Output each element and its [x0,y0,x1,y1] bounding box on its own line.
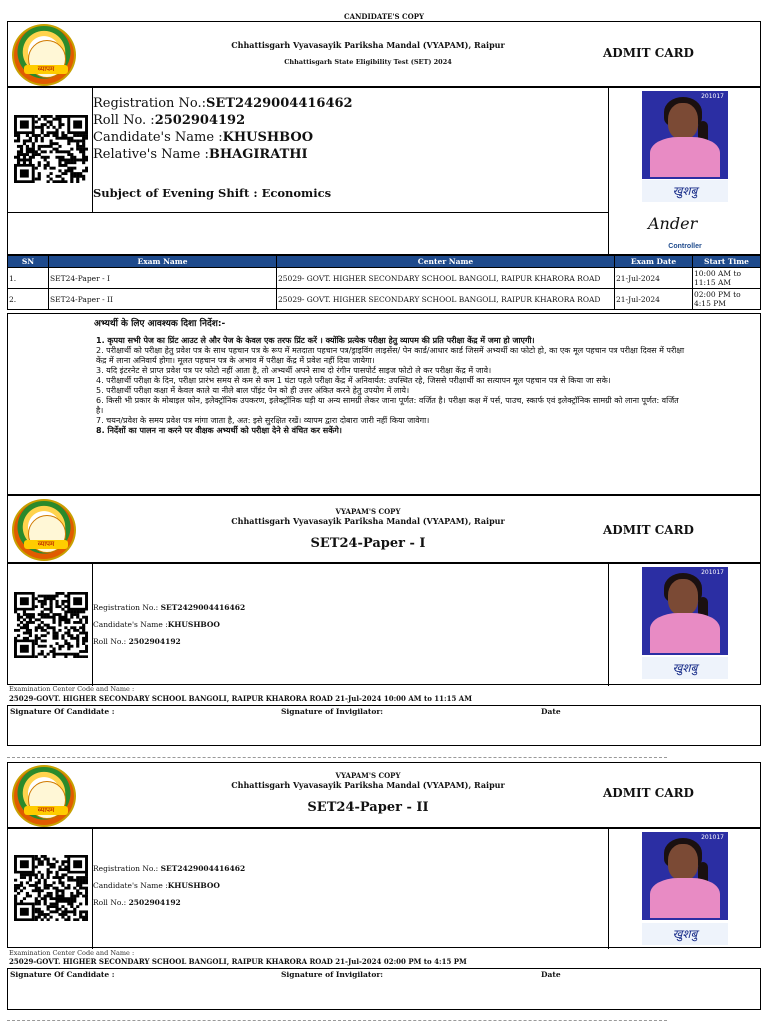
instruction-item: 6. किसी भी प्रकार के मोबाइल फोन, इलेक्ट्रॉनिक उपकरण, इलेक्ट्रॉनिक घड़ी या अन्य सामग्री लेकर जाना पूर्णत: वर्जित है। परीक्षा कक्ष में पर्स, पाउच, स्कार्फ एवं इलेक्ट्रॉनिक सामग्री को लाना पूर्णत: वर्जित है। [96,396,679,415]
center-label: Examination Center Code and Name : [9,685,135,693]
cell-exam-date: 21-Jul-2024 [615,268,693,289]
vyapam-copy-2-details [7,828,761,948]
roll-label: Roll No. : [93,113,155,128]
roll-number: 2502904192 [128,637,181,646]
relative-name-label: Relative's Name : [93,147,209,162]
roll-number: 2502904192 [154,113,246,128]
instructions-list [96,336,686,436]
center-line: 25029-GOVT. HIGHER SECONDARY SCHOOL BANGOLI, RAIPUR KHARORA ROAD 21-Jul-2024 10:00 AM to 11:15 AM [9,694,472,703]
logo-text: व्यापम [24,540,68,549]
copy-label: VYAPAM'S COPY [335,771,401,780]
copy-info [93,599,245,650]
paper-title: SET24-Paper - II [307,800,429,815]
col-exam-date: Exam Date [615,256,693,268]
candidate-name: KHUSHBOO [222,130,314,145]
cell-sn: 2. [8,289,49,310]
qr-code-icon [14,115,88,183]
exam-schedule-table [7,255,761,310]
cell-center-name: 25029- GOVT. HIGHER SECONDARY SCHOOL BANGOLI, RAIPUR KHARORA ROAD [277,289,615,310]
registration-label: Registration No.: [93,603,159,612]
instruction-item: 7. चयन/प्रवेश के समय प्रवेश पत्र मांगा जाता है, अत: इसे सुरक्षित रखें। व्यापम द्वारा दोबारा जारी नहीं किया जावेगा। [96,416,430,425]
sig-invigilator-label: Signature of Invigilator: [281,707,384,716]
vyapam-logo [12,765,76,827]
registration-label: Registration No.: [93,96,207,111]
roll-label: Roll No.: [93,898,127,907]
col-sn: SN [8,256,49,268]
candidate-photo [642,832,728,920]
cut-line [7,1020,667,1021]
controller-label: Controller [668,243,702,250]
col-start-time: Start Time [693,256,761,268]
instruction-item: 5. परीक्षार्थी परीक्षा कक्षा में केवल काले या नीले बाल पॉइंट पेन को ही उत्तर अंकित करने हेतु उपयोग में लाये। [96,386,410,395]
qr-code-icon [14,592,88,658]
table-row [8,268,761,289]
cell-exam-name: SET24-Paper - II [49,289,277,310]
instruction-item: 3. यदि इंटरनेट से प्राप्त प्रवेश पत्र पर फोटो नहीं आता है, तो अभ्यर्थी अपने साथ दो रंगीन पासपोर्ट साइज फोटो ले कर परीक्षा केंद्र में जावे। [96,366,492,375]
instruction-item: 8. निर्देशों का पालन ना करने पर वीक्षक अभ्यर्थी को परीक्षा देने से वंचित कर सकेंगे। [96,426,342,435]
vyapam-logo [12,24,76,86]
exam-name: Chhattisgarh State Eligibility Test (SET) 2024 [284,58,452,66]
paper-title: SET24-Paper - I [310,536,426,551]
instruction-item: 2. परीक्षार्थी को परीक्षा हेतु प्रवेश पत्र के साथ पहचान पत्र के रूप में मतदाता पहचान पत्र/ड्राइविंग लाइसेंस/ पेन कार्ड/आधार कार्ड जिसमें अभ्यर्थी का फोटो हो, का एक मूल पहचान पत्र परीक्षा दिवस में परीक्षा केंद्र में लाना अनिवार्य होगा। मूलत पहचान पत्र के अभाव में परीक्षा केंद्र में प्रवेश नहीं दिया जायेगा। [96,346,685,365]
cell-start-time: 10:00 AM to 11:15 AM [693,268,761,289]
candidate-photo [642,567,728,655]
cell-center-name: 25029- GOVT. HIGHER SECONDARY SCHOOL BANGOLI, RAIPUR KHARORA ROAD [277,268,615,289]
cell-start-time: 02:00 PM to 4:15 PM [693,289,761,310]
registration-number: SET2429004416462 [160,864,246,873]
instruction-item: 4. परीक्षार्थी परीक्षा के दिन, परीक्षा प्रारंभ समय से कम से कम 1 घंटा पहले परीक्षा केंद्र में अनिवार्यत: उपस्थित रहे, जिससे परीक्षार्थी का सत्यापन मूल पहचान पत्र से किया जा सके। [96,376,611,385]
registration-number: SET2429004416462 [160,603,246,612]
col-center-name: Center Name [277,256,615,268]
candidate-header [7,21,761,87]
table-header [8,256,761,268]
sig-candidate-label: Signature Of Candidate : [10,707,115,716]
org-name: Chhattisgarh Vyavasayik Pariksha Mandal (VYAPAM), Raipur [231,40,505,50]
center-label: Examination Center Code and Name : [9,949,135,957]
roll-label: Roll No.: [93,637,127,646]
registration-label: Registration No.: [93,864,159,873]
instructions-title: अभ्यर्थी के लिए आवश्यक दिशा निर्देश:- [94,319,226,329]
sig-invigilator-label: Signature of Invigilator: [281,970,384,979]
col-exam-name: Exam Name [49,256,277,268]
relative-name: BHAGIRATHI [208,147,308,162]
admit-card-title: ADMIT CARD [603,46,694,60]
candidate-copy-label: CANDIDATE'S COPY [344,12,424,21]
signature-row [7,705,761,746]
date-label: Date [541,970,561,979]
registration-number: SET2429004416462 [206,96,353,111]
candidate-details [7,87,761,255]
photo-tag: 201017 [701,93,724,100]
cell-exam-name: SET24-Paper - I [49,268,277,289]
candidate-signature: खुशबु [642,657,728,679]
admit-card-title: ADMIT CARD [603,786,694,800]
candidate-signature: खुशबु [642,923,728,945]
vyapam-copy-1-header [7,495,761,563]
photo-tag: 201017 [701,569,724,576]
candidate-name: KHUSHBOO [167,620,220,629]
cell-sn: 1. [8,268,49,289]
copy-label: VYAPAM'S COPY [335,507,401,516]
cell-exam-date: 21-Jul-2024 [615,289,693,310]
admit-card-title: ADMIT CARD [603,523,694,537]
vyapam-copy-1-details [7,563,761,685]
candidate-name-label: Candidate's Name : [93,130,223,145]
candidate-photo [642,91,728,179]
qr-code-icon [14,855,88,921]
copy-info [93,860,245,911]
photo-tag: 201017 [701,834,724,841]
sig-candidate-label: Signature Of Candidate : [10,970,115,979]
logo-text: व्यापम [24,65,68,74]
candidate-name-label: Candidate's Name : [93,881,168,890]
org-name: Chhattisgarh Vyavasayik Pariksha Mandal (VYAPAM), Raipur [231,516,505,526]
subject-line: Subject of Evening Shift : Economics [93,186,332,200]
cut-line [7,757,667,758]
org-name: Chhattisgarh Vyavasayik Pariksha Mandal (VYAPAM), Raipur [231,780,505,790]
instruction-item: 1. कृपया सभी पेज का प्रिंट आउट ले और पेज के केवल एक तरफ प्रिंट करें । क्योंकि प्रत्येक परीक्षा हेतु व्यापम की प्रति परीक्षा केंद्र में जमा हो जाएगी। [96,336,535,345]
logo-text: व्यापम [24,806,68,815]
roll-number: 2502904192 [128,898,181,907]
vyapam-copy-2-header [7,762,761,828]
candidate-name-label: Candidate's Name : [93,620,168,629]
table-row [8,289,761,310]
candidate-name: KHUSHBOO [167,881,220,890]
center-line: 25029-GOVT. HIGHER SECONDARY SCHOOL BANGOLI, RAIPUR KHARORA ROAD 21-Jul-2024 02:00 PM to 4:15 PM [9,957,467,966]
candidate-signature: खुशबु [642,180,728,202]
date-label: Date [541,707,561,716]
signature-row [7,968,761,1010]
vyapam-logo [12,499,76,561]
controller-signature: Ander [648,214,698,233]
candidate-info [93,95,603,163]
instructions-box [7,313,761,495]
